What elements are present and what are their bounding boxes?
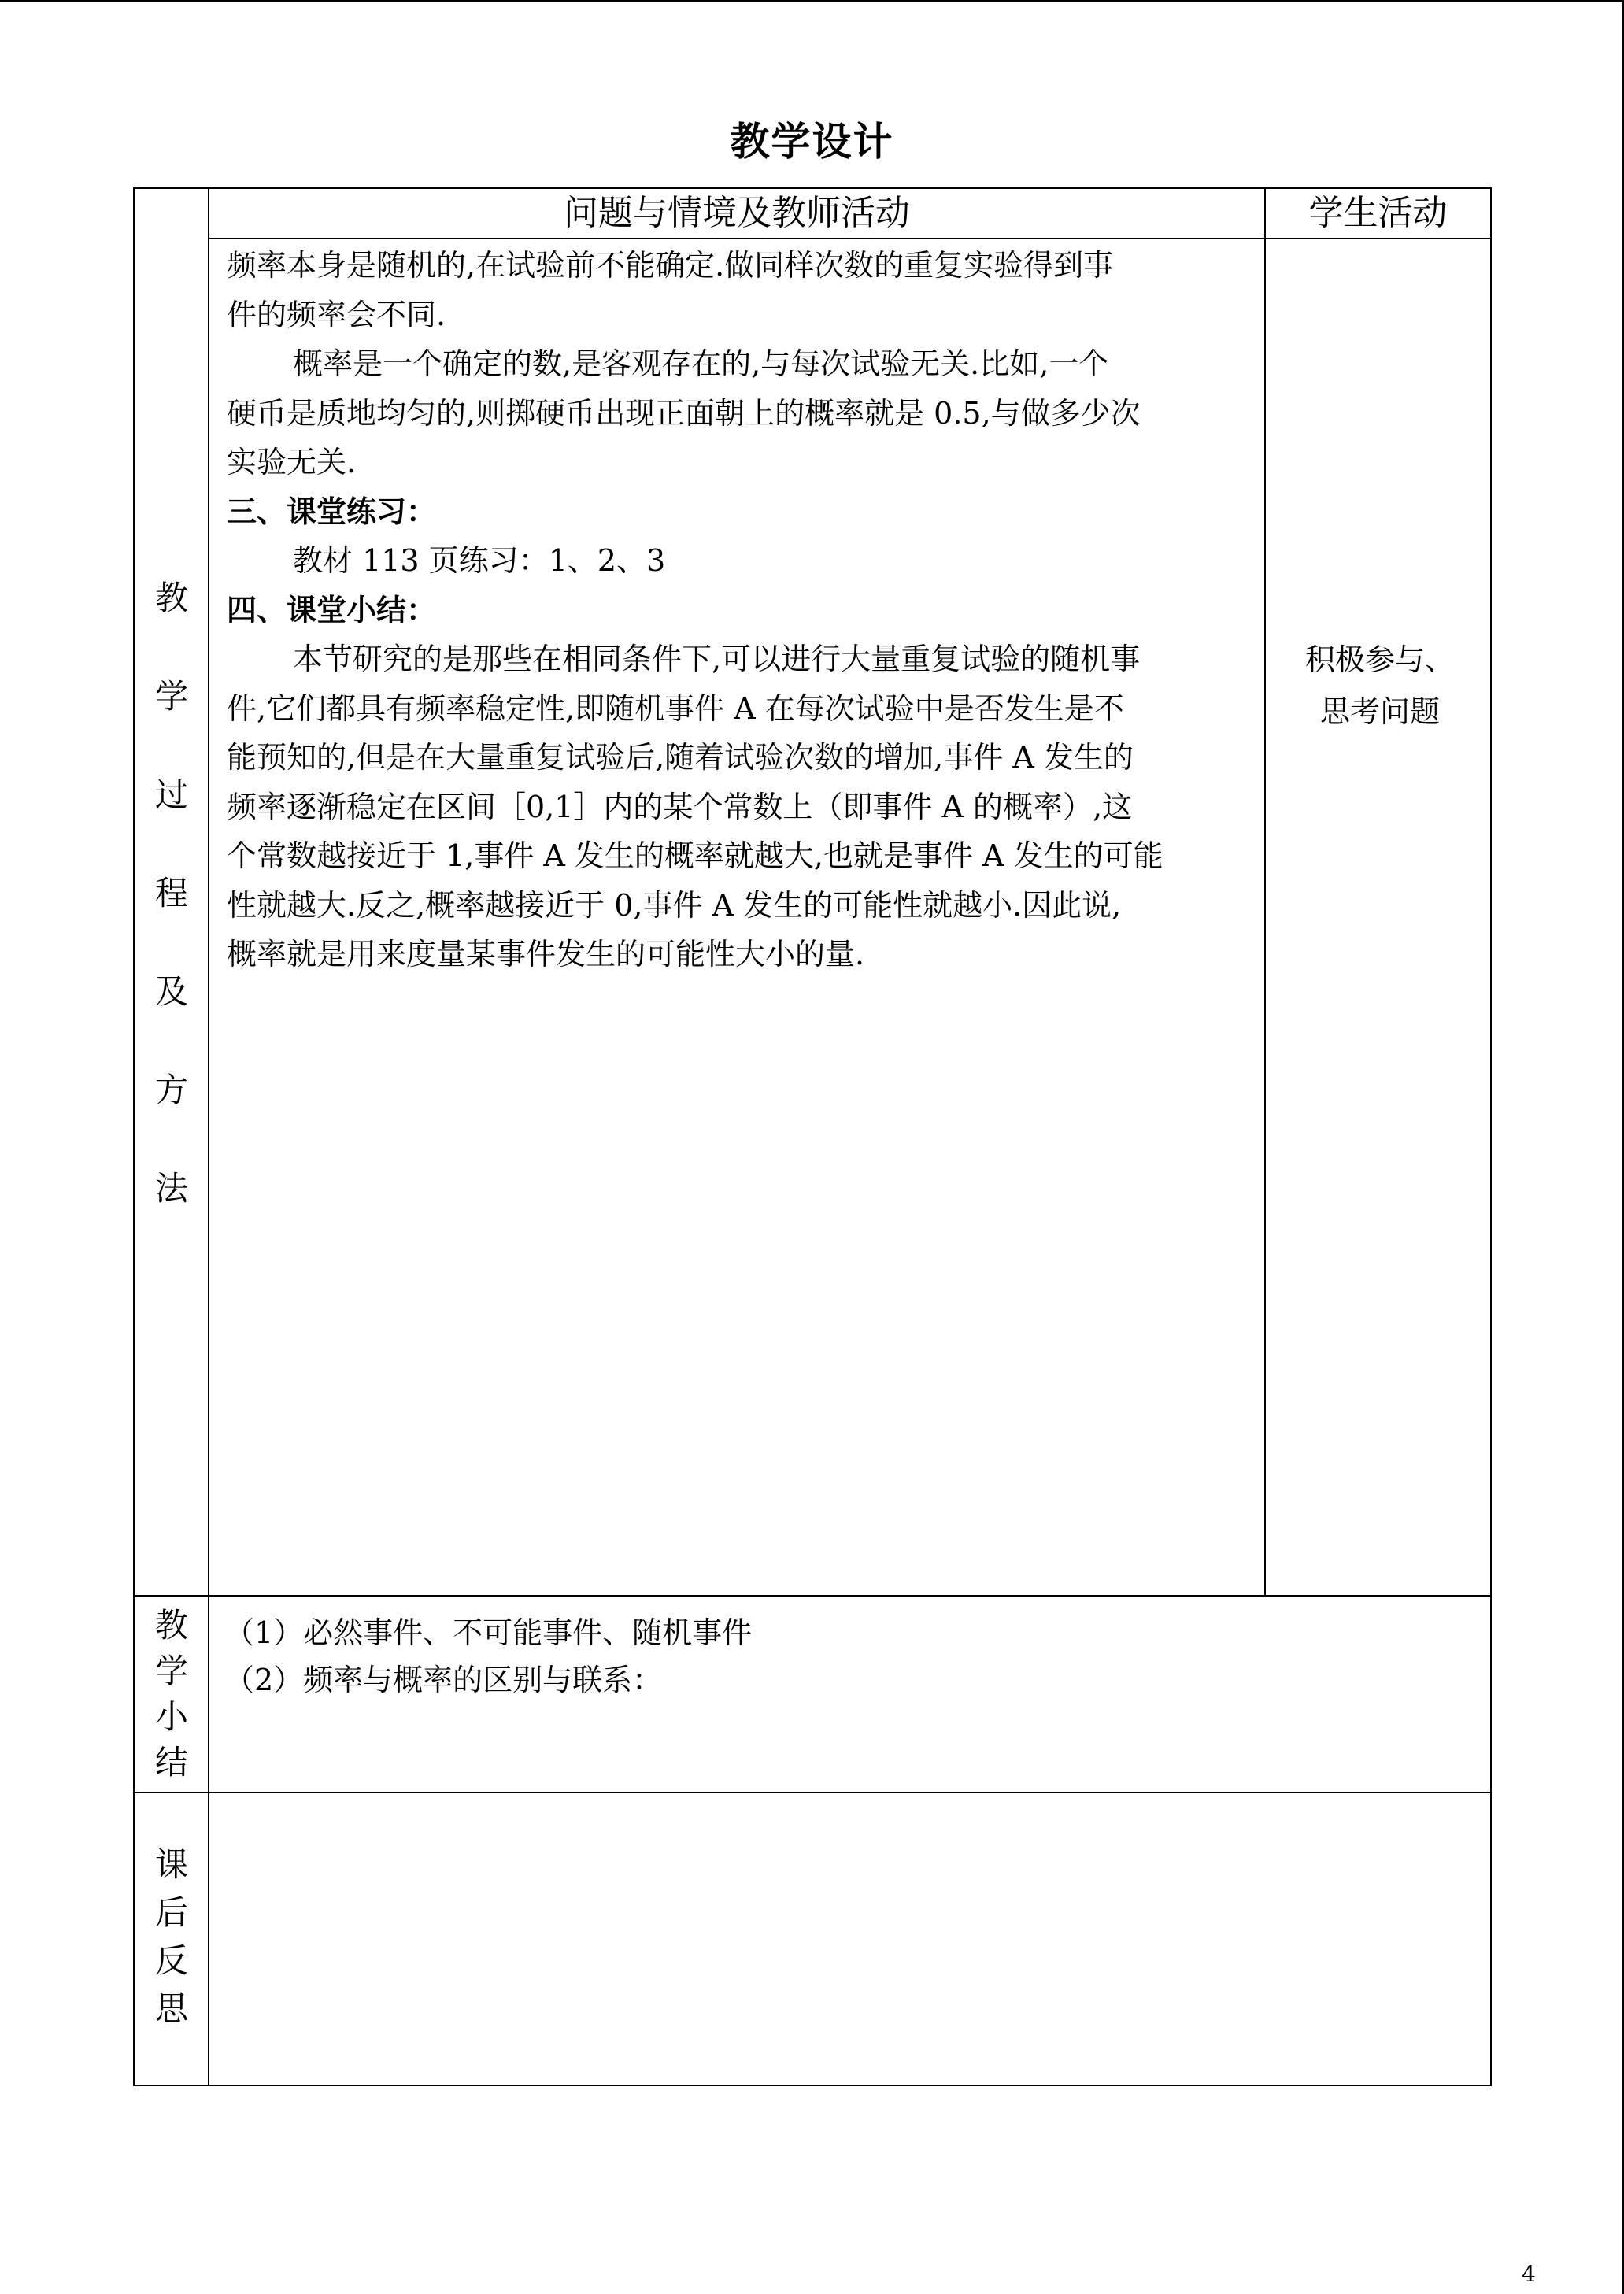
teaching-summary-content	[224, 1609, 752, 1704]
teacher-activity-content	[227, 241, 1250, 979]
student-column-divider	[1264, 187, 1266, 1597]
body-line: 概率就是用来度量某事件发生的可能性大小的量.	[227, 937, 865, 971]
reflection-label-char: 思	[154, 1989, 188, 2028]
header-bottom-border	[209, 238, 1492, 239]
body-line: 频率本身是随机的,在试验前不能确定.做同样次数的重复实验得到事	[227, 248, 1114, 283]
reflection-label-char: 后	[154, 1893, 188, 1932]
process-label-char: 方	[154, 1071, 188, 1109]
table-right-border	[1490, 187, 1492, 2086]
summary-bottom-border	[133, 1792, 1492, 1793]
body-line: 性就越大.反之,概率越接近于 0,事件 A 发生的可能性就越小.因此说,	[227, 887, 1122, 923]
reflection-label-char: 反	[154, 1941, 188, 1980]
summary-label-char: 学	[154, 1652, 188, 1690]
page-number: 4	[1522, 2261, 1536, 2287]
body-line: 个常数越接近于 1,事件 A 发生的概率就越大,也就是事件 A 发生的可能	[227, 838, 1163, 873]
process-label-char: 及	[154, 972, 188, 1011]
body-line: 本节研究的是那些在相同条件下,可以进行大量重复试验的随机事	[293, 642, 1141, 676]
body-line: 硬币是质地均匀的,则掷硬币出现正面朝上的概率就是 0.5,与做多少次	[227, 395, 1141, 431]
summary-label-char: 结	[154, 1743, 188, 1782]
process-label-char: 学	[154, 677, 188, 716]
student-activity-line: 积极参与、	[1304, 642, 1455, 677]
body-line: 能预知的,但是在大量重复试验后,随着试验次数的增加,事件 A 发生的	[227, 740, 1134, 775]
teacher-activity-header: 问题与情境及教师活动	[564, 193, 910, 233]
body-line: 概率是一个确定的数,是客观存在的,与每次试验无关.比如,一个	[293, 346, 1109, 381]
reflection-label-char: 课	[154, 1845, 188, 1884]
process-label-char: 教	[154, 579, 188, 617]
section-heading: 四、课堂小结：	[227, 592, 437, 627]
page-title: 教学设计	[730, 119, 894, 165]
student-activity-line: 思考问题	[1319, 694, 1440, 729]
process-label-char: 过	[154, 775, 188, 814]
body-line: 频率逐渐稳定在区间［0,1］内的某个常数上（即事件 A 的概率）,这	[227, 789, 1133, 824]
table-bottom-border	[133, 2085, 1492, 2086]
body-line: 教材 113 页练习：1、2、3	[293, 543, 666, 578]
summary-line: （1）必然事件、不可能事件、随机事件	[224, 1615, 753, 1650]
summary-label-char: 教	[154, 1606, 188, 1645]
process-method-label	[134, 572, 209, 1261]
student-activity-header: 学生活动	[1308, 193, 1448, 233]
section-heading: 三、课堂练习：	[227, 494, 437, 529]
student-activity-content	[1266, 634, 1494, 738]
summary-line: （2）频率与概率的区别与联系：	[224, 1663, 663, 1697]
body-line: 件的频率会不同.	[227, 297, 446, 332]
process-bottom-border	[133, 1595, 1492, 1597]
process-label-char: 程	[154, 874, 188, 912]
teaching-summary-label	[134, 1603, 209, 1785]
process-label-char: 法	[154, 1169, 188, 1208]
summary-label-char: 小	[154, 1697, 188, 1736]
after-class-reflection-label	[134, 1841, 209, 2033]
body-line: 实验无关.	[227, 445, 357, 479]
body-line: 件,它们都具有频率稳定性,即随机事件 A 在每次试验中是否发生是不	[227, 690, 1124, 726]
